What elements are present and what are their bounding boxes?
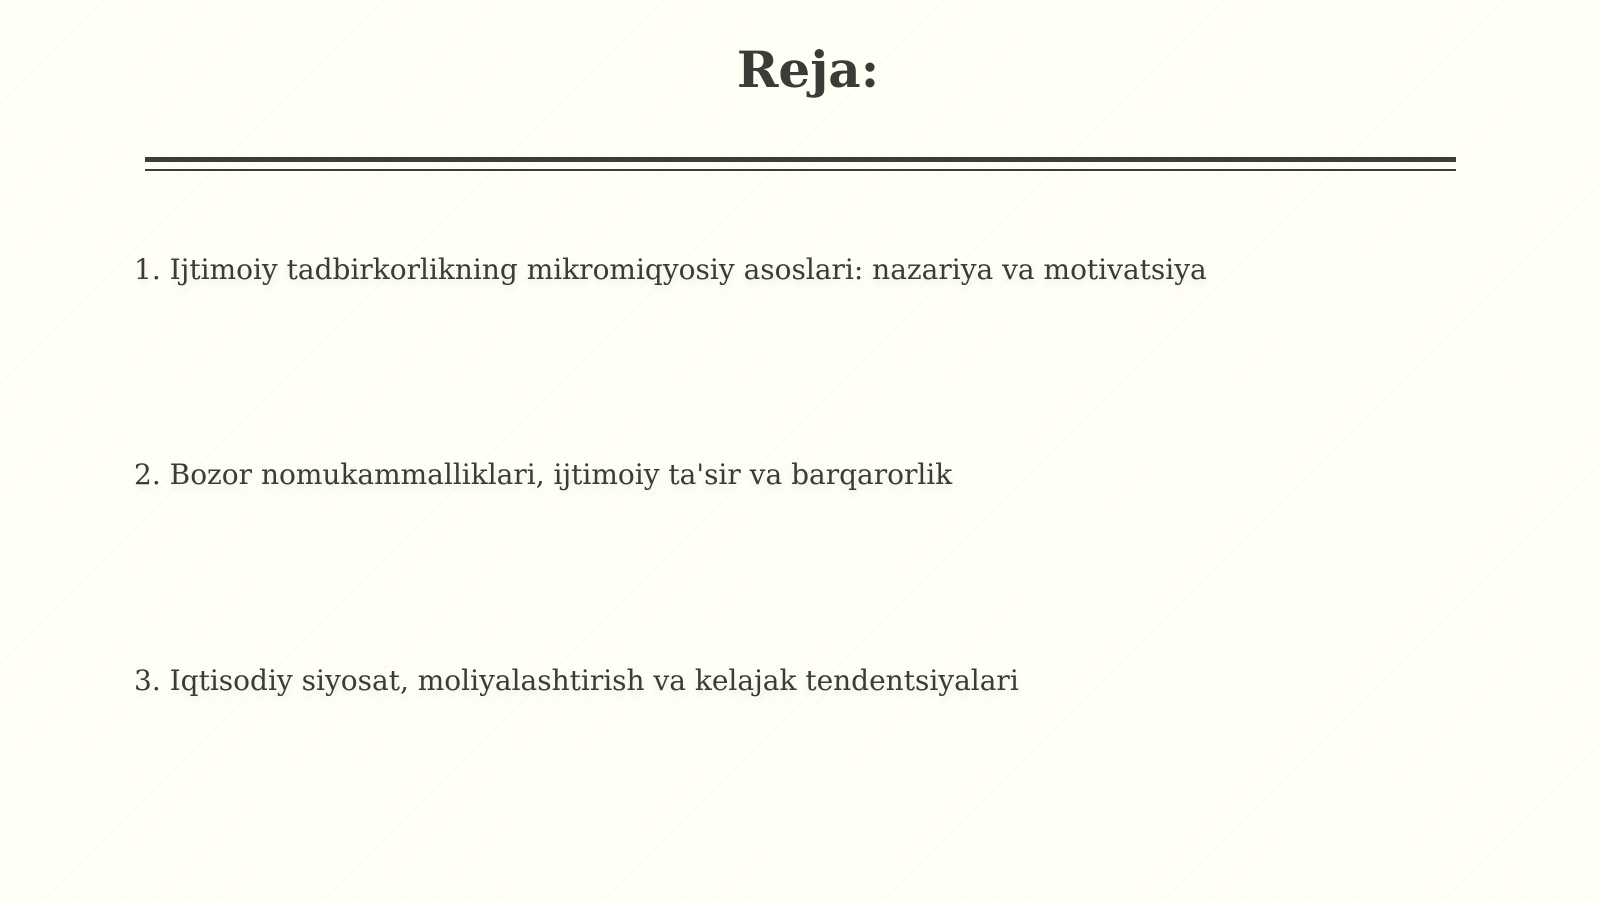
plan-item-1: 1. Ijtimoiy tadbirkorlikning mikromiqyosiy asoslari: nazariya va motivatsiya <box>134 253 1207 286</box>
plan-item-3: 3. Iqtisodiy siyosat, moliyalashtirish va kelajak tendentsiyalari <box>134 664 1019 697</box>
title-divider-thick <box>145 157 1456 162</box>
slide-title: Reja: <box>736 40 880 99</box>
plan-item-2: 2. Bozor nomukammalliklari, ijtimoiy ta'sir va barqarorlik <box>134 458 953 491</box>
title-divider-thin <box>145 169 1456 171</box>
